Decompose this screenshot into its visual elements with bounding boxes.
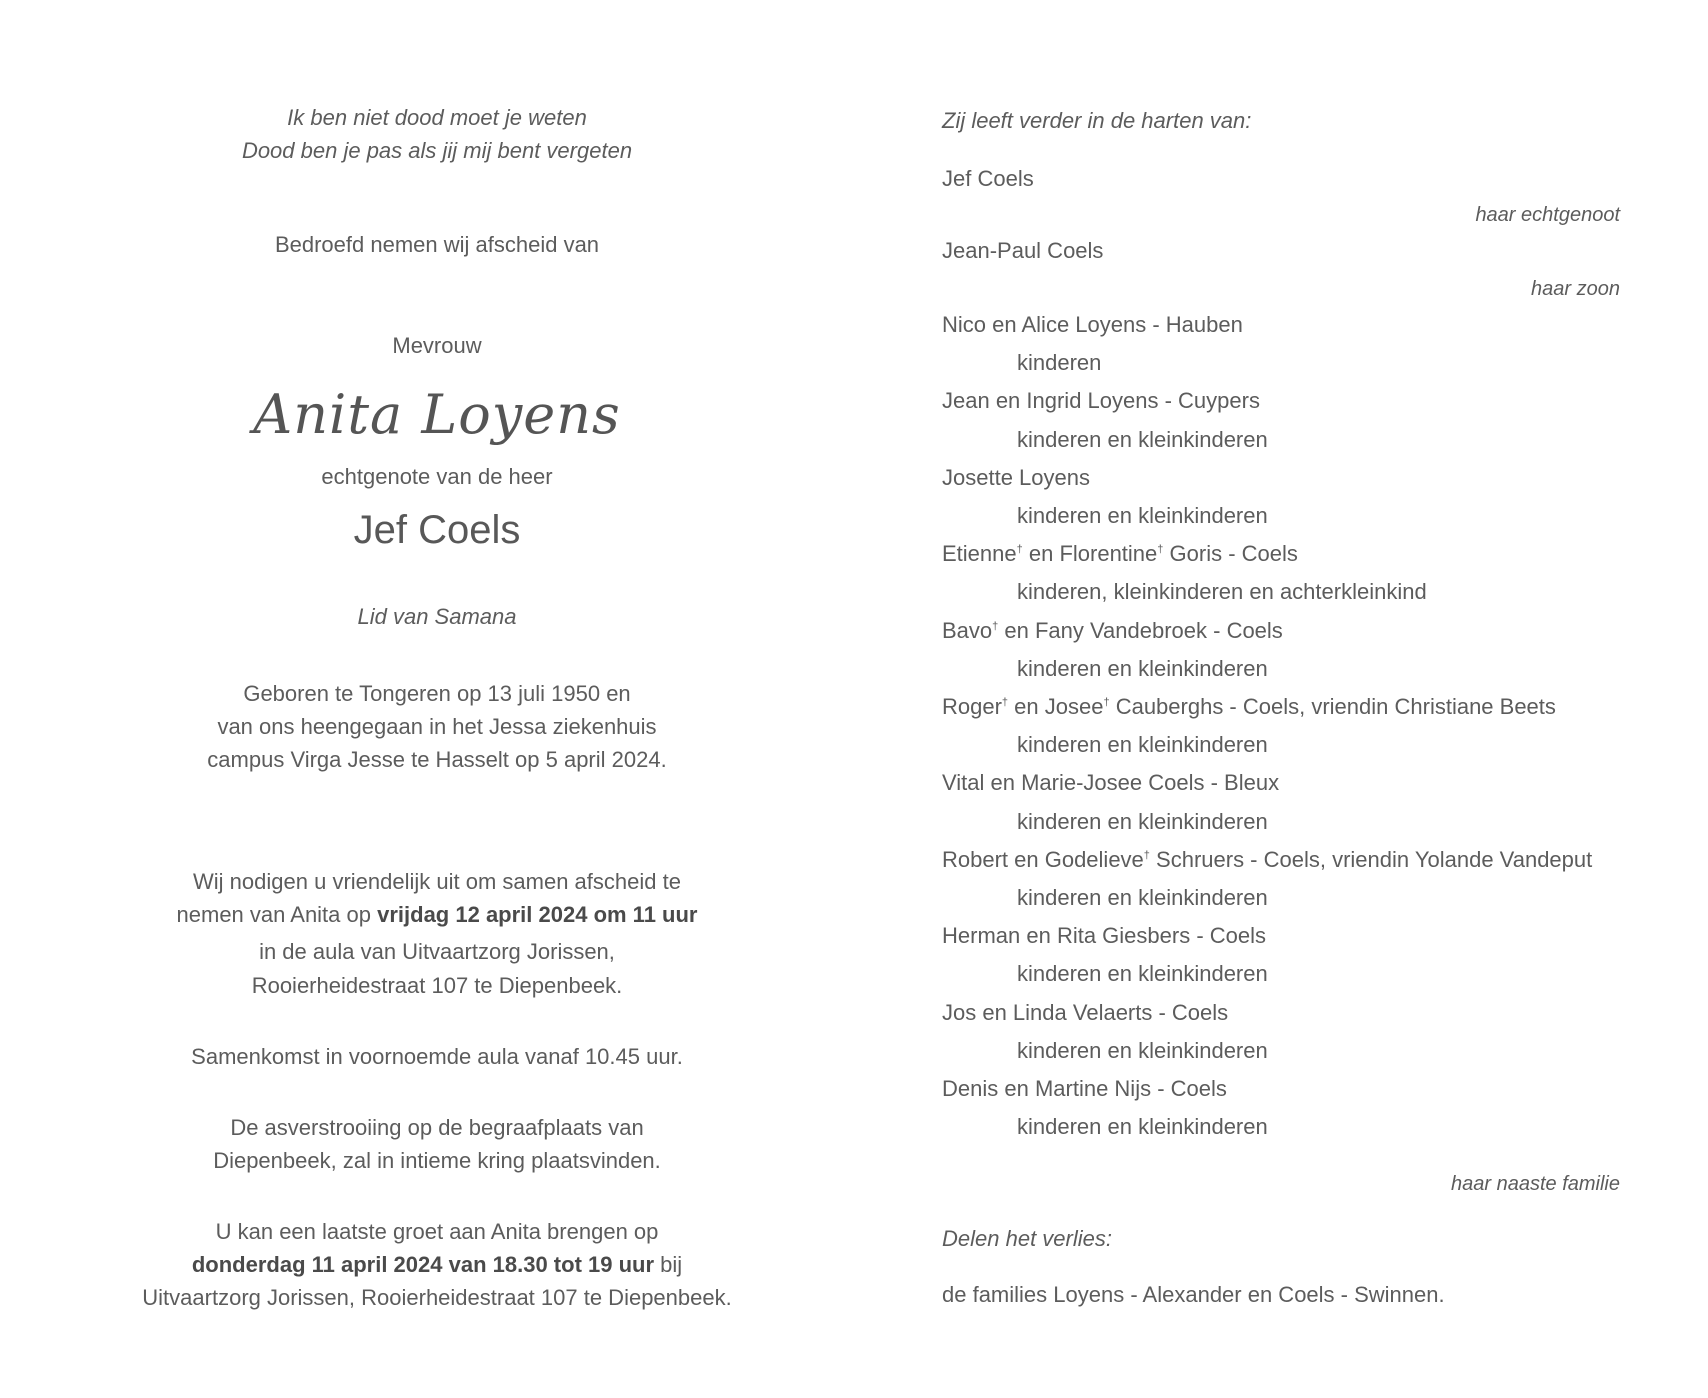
invitation-line-4: Rooierheidestraat 107 te Diepenbeek. [251,973,623,998]
family-descendants: kinderen en kleinkinderen [1017,426,1268,452]
farewell-line-1: U kan een laatste groet aan Anita brengen op [215,1219,659,1244]
family-member [942,617,1283,643]
family-name-part: en Fany Vandebroek - Coels [998,617,1283,643]
gathering-text: Samenkomst in voornoemde aula vanaf 10.45 uur. [191,1044,683,1069]
family-member: Nico en Alice Loyens - Hauben [942,312,1243,337]
ceremony-datetime: vrijdag 12 april 2024 om 11 uur [377,902,698,927]
family-descendants: kinderen [1017,350,1102,376]
family-member: Herman en Rita Giesbers - Coels [942,923,1267,949]
family-member [942,696,1556,718]
invitation-line-2 [0,904,874,926]
family-name-part: Goris - Coels [1163,541,1298,567]
scattering-line-2: Diepenbeek, zal in intieme kring plaatsvinden. [213,1148,661,1173]
son-role: haar zoon [1531,278,1620,300]
survivors-heading: Zij leeft verder in de harten van: [942,108,1252,133]
family-member: Josette Loyens [942,464,1090,490]
family-descendants: kinderen en kleinkinderen [1017,1037,1268,1063]
family-name-part: Schruers - Coels, vriendin Yolande Vandeput [1149,846,1593,872]
family-descendants: kinderen, kleinkinderen en achterkleinkind [1017,579,1427,605]
quote-line-1: Ik ben niet dood moet je weten [287,105,587,130]
family-member [942,543,1298,565]
family-name-part: Etienne [942,541,1017,567]
invitation-line-1: Wij nodigen u vriendelijk uit om samen afscheid te [193,869,681,894]
birth-line-3: campus Virga Jesse te Hasselt op 5 april 2024. [207,747,667,772]
deceased-name: Anita Loyens [253,383,621,446]
cross-icon: † [1157,543,1164,556]
membership: Lid van Samana [357,604,517,629]
family-member: Vital en Marie-Josee Coels - Bleux [942,770,1280,796]
family-descendants: kinderen en kleinkinderen [1017,655,1268,681]
family-name-part: en Josee [1008,694,1104,719]
invitation-text: nemen van Anita op [176,902,378,927]
spouse-name: Jef Coels [353,508,521,552]
family-descendants: kinderen en kleinkinderen [1017,885,1268,910]
farewell-text: bij [654,1252,683,1277]
family-member: Jean en Ingrid Loyens - Cuypers [942,388,1260,414]
share-text: de families Loyens - Alexander en Coels - Swinnen. [942,1282,1445,1307]
husband-name: Jef Coels [942,166,1034,191]
cross-icon: † [1143,849,1150,862]
invitation-line-3: in de aula van Uitvaartzorg Jorissen, [259,939,615,964]
share-heading: Delen het verlies: [942,1226,1112,1251]
family-descendants: kinderen en kleinkinderen [1017,808,1268,834]
family-descendants: kinderen en kleinkinderen [1017,1114,1268,1140]
birth-line-2: van ons heengegaan in het Jessa ziekenhuis [217,714,657,739]
family-descendants: kinderen en kleinkinderen [1017,961,1268,987]
family-role: haar naaste familie [1451,1173,1620,1195]
family-member: Denis en Martine Nijs - Coels [942,1076,1227,1101]
quote-line-2: Dood ben je pas als jij mij bent vergeten [241,138,633,163]
son-name: Jean-Paul Coels [942,238,1104,263]
cross-icon: † [1016,543,1023,556]
spouse-label: echtgenote van de heer [321,464,553,489]
family-name-part: en Florentine [1022,541,1158,567]
cross-icon: † [1103,696,1110,709]
family-member: Jos en Linda Velaerts - Coels [942,999,1229,1025]
family-descendants: kinderen en kleinkinderen [1017,503,1268,528]
visitation-datetime: donderdag 11 april 2024 van 18.30 tot 19 uur [191,1252,655,1277]
intro-text: Bedroefd nemen wij afscheid van [274,232,600,257]
husband-role: haar echtgenoot [1475,204,1620,226]
family-member [942,846,1593,872]
family-name-part: Robert en Godelieve [942,846,1144,872]
scattering-line-1: De asverstrooiing op de begraafplaats van [230,1115,644,1140]
family-name-part: Cauberghs - Coels, vriendin Christiane Beets [1109,694,1556,719]
farewell-line-2 [0,1254,874,1276]
family-name-part: Roger [942,694,1002,719]
cross-icon: † [1001,696,1009,709]
family-descendants: kinderen en kleinkinderen [1017,732,1268,758]
birth-line-1: Geboren te Tongeren op 13 juli 1950 en [243,681,631,706]
title-text: Mevrouw [392,333,482,358]
cross-icon: † [992,620,999,633]
family-name-part: Bavo [942,617,993,643]
farewell-line-3: Uitvaartzorg Jorissen, Rooierheidestraat 107 te Diepenbeek. [142,1285,732,1310]
